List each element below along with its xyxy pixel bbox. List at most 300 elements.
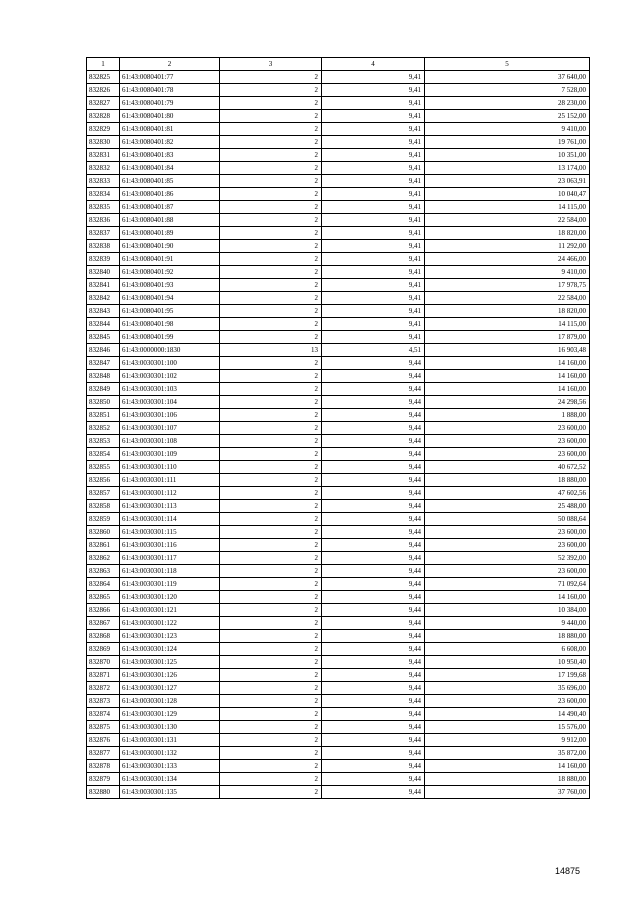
table-row xyxy=(87,279,590,292)
row-number-cell: 832843 xyxy=(87,305,120,318)
amount-cell: 23 600,00 xyxy=(425,448,590,461)
row-number-cell: 832826 xyxy=(87,84,120,97)
table-row xyxy=(87,227,590,240)
amount-cell: 10 351,00 xyxy=(425,149,590,162)
cadastral-number-cell: 61:43:0030301:106 xyxy=(120,409,220,422)
count-cell: 13 xyxy=(220,344,322,357)
count-cell: 2 xyxy=(220,461,322,474)
cadastral-number-cell: 61:43:0080401:87 xyxy=(120,201,220,214)
count-cell: 2 xyxy=(220,175,322,188)
cadastral-number-cell: 61:43:0030301:132 xyxy=(120,747,220,760)
table-row xyxy=(87,591,590,604)
amount-cell: 9 912,00 xyxy=(425,734,590,747)
cadastral-number-cell: 61:43:0080401:88 xyxy=(120,214,220,227)
cadastral-number-cell: 61:43:0080401:93 xyxy=(120,279,220,292)
count-cell: 2 xyxy=(220,656,322,669)
rate-cell: 9,44 xyxy=(322,474,425,487)
row-number-cell: 832849 xyxy=(87,383,120,396)
table-row xyxy=(87,188,590,201)
row-number-cell: 832831 xyxy=(87,149,120,162)
row-number-cell: 832880 xyxy=(87,786,120,799)
amount-cell: 23 600,00 xyxy=(425,422,590,435)
amount-cell: 15 576,00 xyxy=(425,721,590,734)
table-row xyxy=(87,110,590,123)
table-row xyxy=(87,539,590,552)
rate-cell: 9,41 xyxy=(322,201,425,214)
rate-cell: 9,44 xyxy=(322,760,425,773)
cadastral-number-cell: 61:43:0030301:111 xyxy=(120,474,220,487)
row-number-cell: 832874 xyxy=(87,708,120,721)
rate-cell: 9,44 xyxy=(322,617,425,630)
amount-cell: 10 384,00 xyxy=(425,604,590,617)
row-number-cell: 832857 xyxy=(87,487,120,500)
row-number-cell: 832855 xyxy=(87,461,120,474)
count-cell: 2 xyxy=(220,396,322,409)
row-number-cell: 832860 xyxy=(87,526,120,539)
rate-cell: 9,44 xyxy=(322,448,425,461)
count-cell: 2 xyxy=(220,474,322,487)
count-cell: 2 xyxy=(220,539,322,552)
amount-cell: 10 950,40 xyxy=(425,656,590,669)
amount-cell: 19 761,00 xyxy=(425,136,590,149)
count-cell: 2 xyxy=(220,643,322,656)
count-cell: 2 xyxy=(220,721,322,734)
rate-cell: 9,44 xyxy=(322,747,425,760)
table-row xyxy=(87,84,590,97)
row-number-cell: 832825 xyxy=(87,71,120,84)
cadastral-number-cell: 61:43:0080401:89 xyxy=(120,227,220,240)
count-cell: 2 xyxy=(220,578,322,591)
rate-cell: 9,44 xyxy=(322,695,425,708)
table-row xyxy=(87,214,590,227)
amount-cell: 37 760,00 xyxy=(425,786,590,799)
cadastral-number-cell: 61:43:0080401:84 xyxy=(120,162,220,175)
amount-cell: 17 879,00 xyxy=(425,331,590,344)
row-number-cell: 832856 xyxy=(87,474,120,487)
amount-cell: 16 903,48 xyxy=(425,344,590,357)
table-row xyxy=(87,175,590,188)
rate-cell: 9,44 xyxy=(322,643,425,656)
amount-cell: 7 528,00 xyxy=(425,84,590,97)
amount-cell: 25 488,00 xyxy=(425,500,590,513)
table-row xyxy=(87,331,590,344)
count-cell: 2 xyxy=(220,708,322,721)
cadastral-number-cell: 61:43:0080401:90 xyxy=(120,240,220,253)
count-cell: 2 xyxy=(220,604,322,617)
count-cell: 2 xyxy=(220,669,322,682)
table-row xyxy=(87,448,590,461)
table-row xyxy=(87,656,590,669)
amount-cell: 23 063,91 xyxy=(425,175,590,188)
count-cell: 2 xyxy=(220,110,322,123)
rate-cell: 9,44 xyxy=(322,669,425,682)
count-cell: 2 xyxy=(220,617,322,630)
rate-cell: 9,44 xyxy=(322,630,425,643)
header-row xyxy=(87,58,590,71)
table-row xyxy=(87,487,590,500)
rate-cell: 9,41 xyxy=(322,123,425,136)
cadastral-number-cell: 61:43:0030301:113 xyxy=(120,500,220,513)
row-number-cell: 832848 xyxy=(87,370,120,383)
rate-cell: 9,44 xyxy=(322,357,425,370)
table-row xyxy=(87,266,590,279)
amount-cell: 50 088,64 xyxy=(425,513,590,526)
row-number-cell: 832865 xyxy=(87,591,120,604)
row-number-cell: 832836 xyxy=(87,214,120,227)
count-cell: 2 xyxy=(220,383,322,396)
rate-cell: 9,44 xyxy=(322,461,425,474)
count-cell: 2 xyxy=(220,357,322,370)
row-number-cell: 832837 xyxy=(87,227,120,240)
count-cell: 2 xyxy=(220,565,322,578)
table-row xyxy=(87,513,590,526)
row-number-cell: 832851 xyxy=(87,409,120,422)
rate-cell: 9,44 xyxy=(322,383,425,396)
data-table xyxy=(86,57,590,799)
rate-cell: 9,41 xyxy=(322,136,425,149)
row-number-cell: 832839 xyxy=(87,253,120,266)
amount-cell: 1 888,00 xyxy=(425,409,590,422)
cadastral-number-cell: 61:43:0030301:109 xyxy=(120,448,220,461)
amount-cell: 18 880,00 xyxy=(425,773,590,786)
cadastral-number-cell: 61:43:0080401:92 xyxy=(120,266,220,279)
table-row xyxy=(87,669,590,682)
amount-cell: 10 040,47 xyxy=(425,188,590,201)
table-row xyxy=(87,682,590,695)
table-row xyxy=(87,630,590,643)
row-number-cell: 832863 xyxy=(87,565,120,578)
row-number-cell: 832853 xyxy=(87,435,120,448)
amount-cell: 24 298,56 xyxy=(425,396,590,409)
rate-cell: 9,44 xyxy=(322,591,425,604)
count-cell: 2 xyxy=(220,422,322,435)
table-row xyxy=(87,357,590,370)
cadastral-number-cell: 61:43:0080401:91 xyxy=(120,253,220,266)
table-row xyxy=(87,695,590,708)
count-cell: 2 xyxy=(220,487,322,500)
cadastral-number-cell: 61:43:0030301:133 xyxy=(120,760,220,773)
row-number-cell: 832871 xyxy=(87,669,120,682)
rate-cell: 9,41 xyxy=(322,292,425,305)
rate-cell: 4,51 xyxy=(322,344,425,357)
cadastral-number-cell: 61:43:0080401:95 xyxy=(120,305,220,318)
rate-cell: 9,44 xyxy=(322,513,425,526)
cadastral-number-cell: 61:43:0030301:119 xyxy=(120,578,220,591)
count-cell: 2 xyxy=(220,773,322,786)
rate-cell: 9,44 xyxy=(322,604,425,617)
cadastral-number-cell: 61:43:0080401:99 xyxy=(120,331,220,344)
cadastral-number-cell: 61:43:0080401:80 xyxy=(120,110,220,123)
table-row xyxy=(87,136,590,149)
cadastral-number-cell: 61:43:0030301:124 xyxy=(120,643,220,656)
amount-cell: 18 880,00 xyxy=(425,474,590,487)
cadastral-number-cell: 61:43:0030301:123 xyxy=(120,630,220,643)
amount-cell: 9 440,00 xyxy=(425,617,590,630)
cadastral-number-cell: 61:43:0000000:1830 xyxy=(120,344,220,357)
cadastral-number-cell: 61:43:0030301:120 xyxy=(120,591,220,604)
table-row xyxy=(87,97,590,110)
row-number-cell: 832854 xyxy=(87,448,120,461)
amount-cell: 17 199,68 xyxy=(425,669,590,682)
row-number-cell: 832859 xyxy=(87,513,120,526)
table-row xyxy=(87,526,590,539)
count-cell: 2 xyxy=(220,149,322,162)
rate-cell: 9,44 xyxy=(322,396,425,409)
table-row xyxy=(87,461,590,474)
column-header-5: 5 xyxy=(425,58,590,71)
amount-cell: 6 608,00 xyxy=(425,643,590,656)
count-cell: 2 xyxy=(220,747,322,760)
cadastral-number-cell: 61:43:0030301:122 xyxy=(120,617,220,630)
row-number-cell: 832846 xyxy=(87,344,120,357)
amount-cell: 40 672,52 xyxy=(425,461,590,474)
count-cell: 2 xyxy=(220,201,322,214)
amount-cell: 23 600,00 xyxy=(425,435,590,448)
row-number-cell: 832850 xyxy=(87,396,120,409)
amount-cell: 14 490,40 xyxy=(425,708,590,721)
column-header-2: 2 xyxy=(120,58,220,71)
amount-cell: 22 584,00 xyxy=(425,214,590,227)
cadastral-number-cell: 61:43:0030301:112 xyxy=(120,487,220,500)
amount-cell: 14 160,00 xyxy=(425,357,590,370)
table-row xyxy=(87,474,590,487)
amount-cell: 11 292,00 xyxy=(425,240,590,253)
table-row xyxy=(87,201,590,214)
cadastral-number-cell: 61:43:0030301:130 xyxy=(120,721,220,734)
count-cell: 2 xyxy=(220,214,322,227)
count-cell: 2 xyxy=(220,786,322,799)
rate-cell: 9,44 xyxy=(322,409,425,422)
table-row xyxy=(87,643,590,656)
row-number-cell: 832840 xyxy=(87,266,120,279)
rate-cell: 9,44 xyxy=(322,500,425,513)
cadastral-number-cell: 61:43:0080401:94 xyxy=(120,292,220,305)
row-number-cell: 832827 xyxy=(87,97,120,110)
page-number: 14875 xyxy=(555,866,581,876)
rate-cell: 9,41 xyxy=(322,84,425,97)
row-number-cell: 832858 xyxy=(87,500,120,513)
row-number-cell: 832841 xyxy=(87,279,120,292)
amount-cell: 22 584,00 xyxy=(425,292,590,305)
count-cell: 2 xyxy=(220,240,322,253)
row-number-cell: 832833 xyxy=(87,175,120,188)
rate-cell: 9,41 xyxy=(322,214,425,227)
rate-cell: 9,41 xyxy=(322,149,425,162)
rate-cell: 9,41 xyxy=(322,97,425,110)
amount-cell: 9 410,00 xyxy=(425,266,590,279)
rate-cell: 9,41 xyxy=(322,305,425,318)
table-row xyxy=(87,578,590,591)
count-cell: 2 xyxy=(220,448,322,461)
rate-cell: 9,44 xyxy=(322,526,425,539)
rate-cell: 9,44 xyxy=(322,435,425,448)
count-cell: 2 xyxy=(220,760,322,773)
row-number-cell: 832830 xyxy=(87,136,120,149)
cadastral-number-cell: 61:43:0030301:134 xyxy=(120,773,220,786)
cadastral-number-cell: 61:43:0030301:107 xyxy=(120,422,220,435)
table-row xyxy=(87,149,590,162)
table-row xyxy=(87,292,590,305)
count-cell: 2 xyxy=(220,695,322,708)
rate-cell: 9,41 xyxy=(322,162,425,175)
cadastral-number-cell: 61:43:0030301:114 xyxy=(120,513,220,526)
cadastral-number-cell: 61:43:0030301:115 xyxy=(120,526,220,539)
row-number-cell: 832869 xyxy=(87,643,120,656)
cadastral-number-cell: 61:43:0030301:127 xyxy=(120,682,220,695)
rate-cell: 9,44 xyxy=(322,786,425,799)
cadastral-number-cell: 61:43:0030301:110 xyxy=(120,461,220,474)
cadastral-number-cell: 61:43:0080401:78 xyxy=(120,84,220,97)
amount-cell: 14 160,00 xyxy=(425,383,590,396)
table-row xyxy=(87,318,590,331)
table-row xyxy=(87,253,590,266)
cadastral-number-cell: 61:43:0030301:108 xyxy=(120,435,220,448)
count-cell: 2 xyxy=(220,331,322,344)
rate-cell: 9,41 xyxy=(322,110,425,123)
count-cell: 2 xyxy=(220,136,322,149)
count-cell: 2 xyxy=(220,591,322,604)
rate-cell: 9,41 xyxy=(322,318,425,331)
amount-cell: 47 602,56 xyxy=(425,487,590,500)
cadastral-number-cell: 61:43:0030301:126 xyxy=(120,669,220,682)
row-number-cell: 832838 xyxy=(87,240,120,253)
count-cell: 2 xyxy=(220,266,322,279)
table-row xyxy=(87,604,590,617)
count-cell: 2 xyxy=(220,279,322,292)
cadastral-number-cell: 61:43:0080401:81 xyxy=(120,123,220,136)
rate-cell: 9,41 xyxy=(322,240,425,253)
row-number-cell: 832873 xyxy=(87,695,120,708)
count-cell: 2 xyxy=(220,123,322,136)
table-row xyxy=(87,344,590,357)
table-row xyxy=(87,565,590,578)
cadastral-number-cell: 61:43:0030301:118 xyxy=(120,565,220,578)
table-row xyxy=(87,305,590,318)
cadastral-number-cell: 61:43:0030301:100 xyxy=(120,357,220,370)
rate-cell: 9,44 xyxy=(322,539,425,552)
count-cell: 2 xyxy=(220,500,322,513)
count-cell: 2 xyxy=(220,526,322,539)
row-number-cell: 832829 xyxy=(87,123,120,136)
table-row xyxy=(87,760,590,773)
table-row xyxy=(87,370,590,383)
table-row xyxy=(87,71,590,84)
column-header-4: 4 xyxy=(322,58,425,71)
amount-cell: 14 160,00 xyxy=(425,370,590,383)
row-number-cell: 832879 xyxy=(87,773,120,786)
rate-cell: 9,44 xyxy=(322,487,425,500)
count-cell: 2 xyxy=(220,552,322,565)
amount-cell: 52 392,00 xyxy=(425,552,590,565)
column-header-3: 3 xyxy=(220,58,322,71)
amount-cell: 14 115,00 xyxy=(425,318,590,331)
amount-cell: 9 410,00 xyxy=(425,123,590,136)
count-cell: 2 xyxy=(220,253,322,266)
table-row xyxy=(87,422,590,435)
count-cell: 2 xyxy=(220,162,322,175)
table-row xyxy=(87,396,590,409)
count-cell: 2 xyxy=(220,318,322,331)
row-number-cell: 832864 xyxy=(87,578,120,591)
row-number-cell: 832868 xyxy=(87,630,120,643)
table-row xyxy=(87,617,590,630)
table-row xyxy=(87,552,590,565)
cadastral-number-cell: 61:43:0080401:86 xyxy=(120,188,220,201)
cadastral-number-cell: 61:43:0080401:98 xyxy=(120,318,220,331)
amount-cell: 23 600,00 xyxy=(425,565,590,578)
table-row xyxy=(87,747,590,760)
table-row xyxy=(87,123,590,136)
table-row xyxy=(87,500,590,513)
cadastral-number-cell: 61:43:0030301:103 xyxy=(120,383,220,396)
row-number-cell: 832852 xyxy=(87,422,120,435)
row-number-cell: 832832 xyxy=(87,162,120,175)
count-cell: 2 xyxy=(220,435,322,448)
amount-cell: 37 640,00 xyxy=(425,71,590,84)
table-row xyxy=(87,773,590,786)
row-number-cell: 832867 xyxy=(87,617,120,630)
amount-cell: 18 820,00 xyxy=(425,227,590,240)
row-number-cell: 832835 xyxy=(87,201,120,214)
table-row xyxy=(87,409,590,422)
count-cell: 2 xyxy=(220,734,322,747)
row-number-cell: 832870 xyxy=(87,656,120,669)
rate-cell: 9,44 xyxy=(322,656,425,669)
row-number-cell: 832875 xyxy=(87,721,120,734)
row-number-cell: 832866 xyxy=(87,604,120,617)
rate-cell: 9,41 xyxy=(322,331,425,344)
amount-cell: 14 160,00 xyxy=(425,591,590,604)
cadastral-number-cell: 61:43:0080401:77 xyxy=(120,71,220,84)
count-cell: 2 xyxy=(220,513,322,526)
row-number-cell: 832834 xyxy=(87,188,120,201)
table-row xyxy=(87,786,590,799)
row-number-cell: 832847 xyxy=(87,357,120,370)
rate-cell: 9,44 xyxy=(322,370,425,383)
amount-cell: 71 092,64 xyxy=(425,578,590,591)
amount-cell: 23 600,00 xyxy=(425,526,590,539)
cadastral-number-cell: 61:43:0030301:121 xyxy=(120,604,220,617)
table-row xyxy=(87,162,590,175)
count-cell: 2 xyxy=(220,71,322,84)
rate-cell: 9,44 xyxy=(322,721,425,734)
amount-cell: 18 820,00 xyxy=(425,305,590,318)
amount-cell: 13 174,00 xyxy=(425,162,590,175)
amount-cell: 23 600,00 xyxy=(425,695,590,708)
cadastral-number-cell: 61:43:0030301:125 xyxy=(120,656,220,669)
rate-cell: 9,44 xyxy=(322,552,425,565)
rate-cell: 9,41 xyxy=(322,71,425,84)
table-row xyxy=(87,721,590,734)
rate-cell: 9,41 xyxy=(322,266,425,279)
table-row xyxy=(87,734,590,747)
row-number-cell: 832876 xyxy=(87,734,120,747)
rate-cell: 9,41 xyxy=(322,253,425,266)
rate-cell: 9,44 xyxy=(322,578,425,591)
row-number-cell: 832845 xyxy=(87,331,120,344)
row-number-cell: 832842 xyxy=(87,292,120,305)
amount-cell: 18 880,00 xyxy=(425,630,590,643)
rate-cell: 9,41 xyxy=(322,279,425,292)
cadastral-number-cell: 61:43:0030301:116 xyxy=(120,539,220,552)
count-cell: 2 xyxy=(220,630,322,643)
cadastral-number-cell: 61:43:0030301:128 xyxy=(120,695,220,708)
amount-cell: 14 160,00 xyxy=(425,760,590,773)
count-cell: 2 xyxy=(220,370,322,383)
table-row xyxy=(87,708,590,721)
count-cell: 2 xyxy=(220,292,322,305)
amount-cell: 17 978,75 xyxy=(425,279,590,292)
